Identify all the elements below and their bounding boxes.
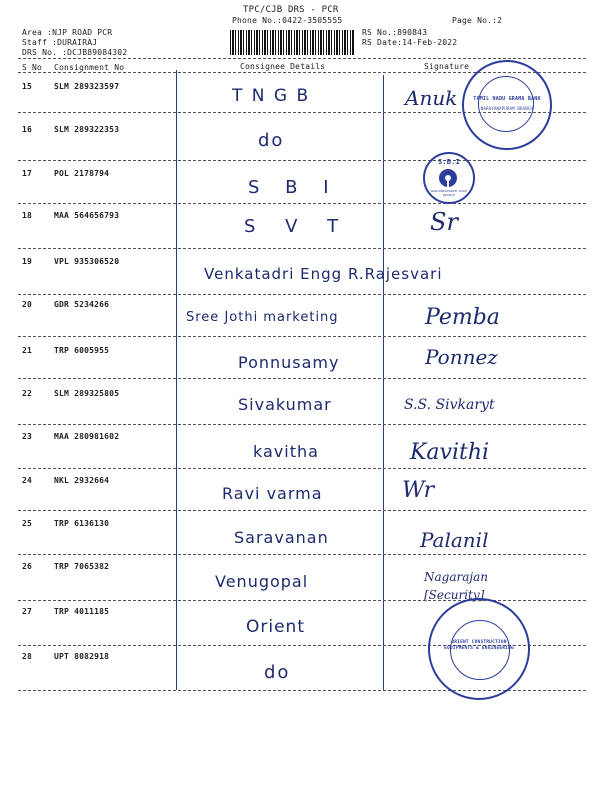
row-25-consignee: Saravanan	[234, 528, 329, 547]
row-divider	[18, 468, 586, 469]
row-18-consignment: MAA 564656793	[54, 211, 120, 220]
row-divider	[18, 378, 586, 379]
row-23-consignee: kavitha	[253, 442, 319, 461]
row-25-sno: 25	[22, 519, 33, 528]
row-23-consignment: MAA 280981602	[54, 432, 120, 441]
page-number: Page No.:2	[452, 16, 503, 25]
column-header-consignment: Consignment No	[54, 63, 125, 72]
row-24-signature: Wr	[402, 478, 435, 503]
row-20-consignment: GDR 5234266	[54, 300, 110, 309]
left-handdrawn-line	[176, 70, 177, 690]
row-18-sno: 18	[22, 211, 33, 220]
row-27-sno: 27	[22, 607, 33, 616]
bank-stamp-branch: NARAYANAPURAM BRANCH	[480, 106, 534, 111]
row-16-consignee: do	[258, 130, 285, 151]
bank-stamp	[462, 60, 552, 150]
row-divider	[18, 160, 586, 161]
row-21-consignment: TRP 6005955	[54, 346, 110, 355]
row-divider	[18, 203, 586, 204]
row-27-consignee: Orient	[246, 617, 305, 637]
column-header-signature: Signature	[424, 62, 470, 71]
row-17-consignment: POL 2178794	[54, 169, 110, 178]
staff-label: Staff :DURAIRAJ	[22, 38, 98, 47]
row-15-consignment: SLM 289323597	[54, 82, 120, 91]
column-header-details: Consignee Details	[240, 62, 326, 71]
phone-number: Phone No.:0422-3505555	[232, 16, 343, 25]
row-26-signature: Nagarajan [Security]	[424, 570, 488, 602]
row-21-signature: Ponnez	[425, 345, 498, 369]
sbi-stamp-label: S.B.I	[437, 158, 461, 166]
row-15-sno: 15	[22, 82, 33, 91]
row-divider	[18, 336, 586, 337]
row-18-signature: Sr	[430, 208, 458, 236]
row-22-consignee: Sivakumar	[238, 395, 332, 414]
row-25-signature: Palanil	[420, 528, 489, 552]
drs-number: DRS No. :DCJB89084302	[22, 48, 128, 57]
row-20-signature: Pemba	[425, 305, 500, 330]
row-26-consignment: TRP 7065382	[54, 562, 110, 571]
document-title: TPC/CJB DRS - PCR	[243, 5, 339, 15]
rs-date: RS Date:14-Feb-2022	[362, 38, 458, 47]
bank-stamp-inner-ring	[478, 76, 534, 132]
row-divider	[18, 600, 586, 601]
header-divider	[18, 58, 586, 59]
row-16-consignment: SLM 289322353	[54, 125, 120, 134]
row-20-consignee: Sree Jothi marketing	[186, 310, 339, 325]
row-15-consignee: T N G B	[232, 86, 311, 106]
row-28-sno: 28	[22, 652, 33, 661]
area-label: Area :NJP ROAD PCR	[22, 28, 113, 37]
row-23-signature: Kavithi	[410, 440, 490, 465]
row-28-consignment: UPT 8082918	[54, 652, 110, 661]
row-19-sno: 19	[22, 257, 33, 266]
row-divider	[18, 554, 586, 555]
orient-stamp	[428, 598, 530, 700]
row-25-consignment: TRP 6136130	[54, 519, 110, 528]
bank-stamp-name: TAMIL NADU GRAMA BANK	[473, 96, 541, 102]
row-24-consignee: Ravi varma	[222, 484, 323, 503]
row-16-sno: 16	[22, 125, 33, 134]
row-20-sno: 20	[22, 300, 33, 309]
row-divider	[18, 294, 586, 295]
sbi-stamp-branch: NANJUNDAPURAM ROAD BRANCH	[430, 189, 468, 197]
right-handdrawn-line	[383, 75, 384, 690]
sbi-stamp	[423, 152, 475, 204]
row-23-sno: 23	[22, 432, 33, 441]
row-18-consignee: S V T	[244, 216, 351, 237]
row-28-consignee: do	[264, 662, 291, 683]
row-22-consignment: SLM 289325805	[54, 389, 120, 398]
sbi-logo-icon	[439, 169, 457, 187]
row-21-sno: 21	[22, 346, 33, 355]
row-27-consignment: TRP 4011185	[54, 607, 110, 616]
barcode	[230, 30, 355, 55]
row-21-consignee: Ponnusamy	[238, 353, 340, 372]
row-24-sno: 24	[22, 476, 33, 485]
row-26-sno: 26	[22, 562, 33, 571]
row-15-signature: Anuk	[405, 86, 458, 110]
row-19-consignee: Venkatadri Engg R.Rajesvari	[204, 265, 443, 283]
row-divider	[18, 424, 586, 425]
row-24-consignment: NKL 2932664	[54, 476, 110, 485]
rs-number: RS No.:890843	[362, 28, 428, 37]
row-17-sno: 17	[22, 169, 33, 178]
row-divider	[18, 510, 586, 511]
column-header-sno: S No	[22, 63, 43, 72]
row-divider	[18, 248, 586, 249]
row-22-sno: 22	[22, 389, 33, 398]
row-17-consignee: S B I	[248, 177, 339, 198]
row-19-consignment: VPL 935306520	[54, 257, 120, 266]
row-26-consignee: Venugopal	[215, 572, 309, 591]
row-22-signature: S.S. Sivkaryt	[404, 397, 495, 413]
orient-stamp-text: ORIENT CONSTRUCTION EQUIPMENTS & ENGINEERING	[444, 640, 514, 651]
